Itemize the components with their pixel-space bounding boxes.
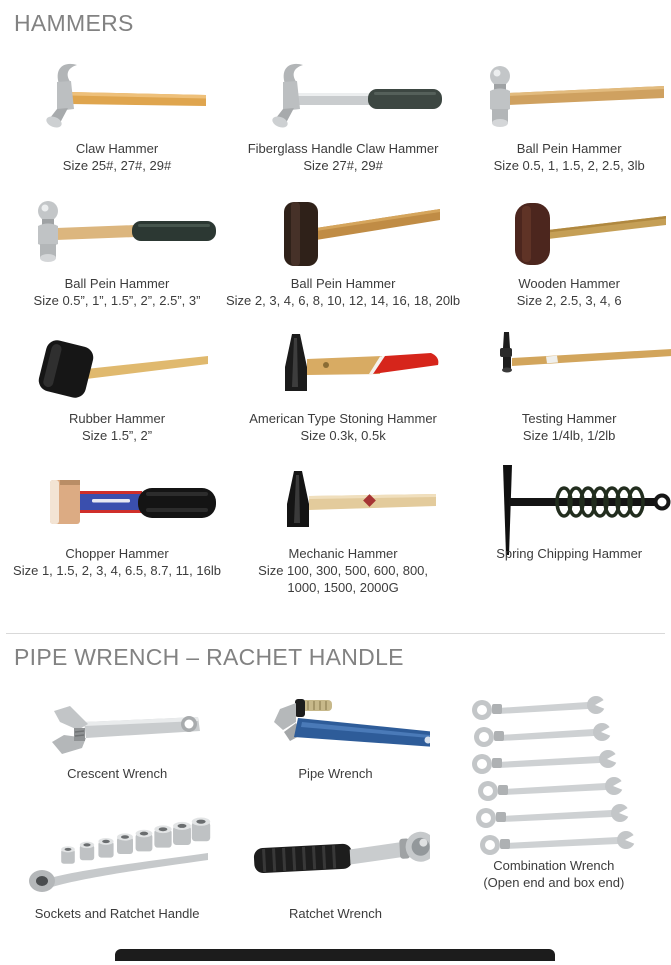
product-size-line2: 1000, 1500, 2000G <box>287 580 399 595</box>
product-size: Size 1/4lb, 1/2lb <box>522 428 616 443</box>
product-card-ball-pein-wood <box>460 58 671 193</box>
product-size: Size 2, 3, 4, 6, 8, 10, 12, 14, 16, 18, 20lb <box>226 293 461 308</box>
product-card-fiberglass-claw-hammer <box>226 58 460 193</box>
product-name: Mechanic Hammer <box>288 546 398 561</box>
product-card-rubber-hammer <box>8 328 226 463</box>
product-name: Rubber Hammer <box>68 411 166 426</box>
product-card-combination-wrench <box>445 695 663 965</box>
product-size: Size 2, 2.5, 3, 4, 6 <box>516 293 622 308</box>
ball-pein-hammer-grip-graphic <box>8 194 226 274</box>
product-size: Size 0.5”, 1”, 1.5”, 2”, 2.5”, 3” <box>33 293 201 308</box>
testing-hammer-graphic <box>460 329 671 409</box>
rubber-hammer-image <box>8 328 226 410</box>
testing-hammer-image <box>460 328 671 410</box>
product-name: Ratchet Wrench <box>289 906 382 921</box>
product-name: Crescent Wrench <box>67 766 168 781</box>
claw-hammer-image <box>8 58 226 140</box>
fiberglass-claw-hammer-image <box>234 58 452 140</box>
claw-hammer-graphic <box>8 59 226 139</box>
combination-wrench-set-image <box>454 695 654 857</box>
product-card-mechanic-hammer <box>226 463 460 598</box>
product-size: Size 1, 1.5, 2, 3, 4, 6.5, 8.7, 11, 16lb <box>13 563 221 578</box>
product-size: Size 25#, 27#, 29# <box>62 158 172 173</box>
pipe-wrench-graphic <box>240 694 430 766</box>
wooden-hammer-image <box>460 193 671 275</box>
sledge-hammer-image <box>234 193 452 275</box>
product-card-wooden-hammer <box>460 193 671 328</box>
sockets-ratchet-graphic <box>12 805 222 905</box>
product-card-ratchet-wrench <box>226 805 444 965</box>
product-name: Ball Pein Hammer <box>290 276 396 291</box>
product-name: Spring Chipping Hammer <box>496 546 643 561</box>
stoning-hammer-image <box>234 328 452 410</box>
product-size: Size 0.5, 1, 1.5, 2, 2.5, 3lb <box>493 158 645 173</box>
product-name: Pipe Wrench <box>298 766 373 781</box>
pipe-wrench-image <box>240 695 430 765</box>
partial-next-image-strip <box>115 949 555 961</box>
product-name: Ball Pein Hammer <box>516 141 622 156</box>
product-card-crescent-wrench <box>8 695 226 805</box>
stoning-hammer-graphic <box>234 329 452 409</box>
product-name: Sockets and Ratchet Handle <box>34 906 200 921</box>
product-card-ball-pein-grip <box>8 193 226 328</box>
ball-pein-hammer-grip-image <box>8 193 226 275</box>
wrenches-section-title: PIPE WRENCH – RACHET HANDLE <box>14 644 404 670</box>
product-name: Claw Hammer <box>75 141 159 156</box>
section-divider <box>6 633 665 634</box>
product-name: Wooden Hammer <box>518 276 620 291</box>
sledge-hammer-graphic <box>234 194 452 274</box>
fiberglass-claw-hammer-graphic <box>234 59 452 139</box>
product-size: Size 27#, 29# <box>303 158 383 173</box>
mechanic-hammer-graphic <box>234 464 452 544</box>
wooden-hammer-graphic <box>460 194 671 274</box>
ratchet-wrench-image <box>240 805 430 905</box>
spring-chipping-hammer-image <box>460 463 671 545</box>
mechanic-hammer-image <box>234 463 452 545</box>
rubber-hammer-graphic <box>8 329 226 409</box>
product-card-testing-hammer <box>460 328 671 463</box>
chopper-hammer-graphic <box>8 464 226 544</box>
ball-pein-hammer-wood-graphic <box>460 59 671 139</box>
product-name: Fiberglass Handle Claw Hammer <box>247 141 439 156</box>
chopper-hammer-image <box>8 463 226 545</box>
crescent-wrench-image <box>22 695 212 765</box>
product-card-sledge <box>226 193 460 328</box>
sockets-ratchet-image <box>12 805 222 905</box>
spring-chipping-hammer-graphic <box>460 465 671 557</box>
product-name: Ball Pein Hammer <box>64 276 170 291</box>
product-card-sockets-ratchet <box>8 805 226 965</box>
product-size: Size 100, 300, 500, 600, 800, <box>258 563 429 578</box>
wrench-grid <box>8 695 663 965</box>
hammer-grid <box>8 58 663 598</box>
product-card-spring-chipping-hammer <box>460 463 671 598</box>
product-size-line2: (Open end and box end) <box>483 875 625 890</box>
product-name: Combination Wrench <box>493 858 615 873</box>
ratchet-wrench-graphic <box>240 824 430 886</box>
product-name: American Type Stoning Hammer <box>249 411 437 426</box>
product-size: Size 0.3k, 0.5k <box>300 428 386 443</box>
product-card-stoning-hammer <box>226 328 460 463</box>
product-name: Testing Hammer <box>521 411 617 426</box>
product-card-pipe-wrench <box>226 695 444 805</box>
crescent-wrench-graphic <box>22 696 212 764</box>
product-name: Chopper Hammer <box>65 546 169 561</box>
product-card-claw-hammer <box>8 58 226 193</box>
product-size: Size 1.5”, 2” <box>81 428 153 443</box>
combination-wrench-set-graphic <box>454 695 654 857</box>
hammers-section-title: HAMMERS <box>14 10 134 36</box>
ball-pein-hammer-wood-image <box>460 58 671 140</box>
product-card-chopper-hammer <box>8 463 226 598</box>
